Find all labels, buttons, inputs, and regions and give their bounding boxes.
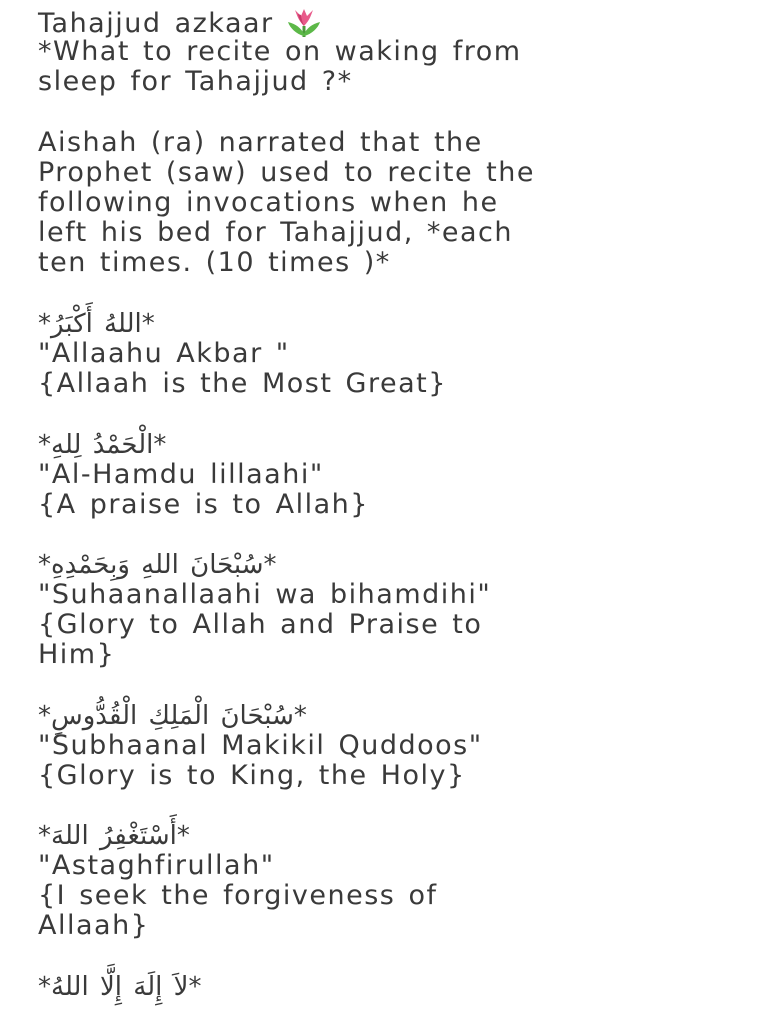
- intro-line-4: left his bed for Tahajjud, *each: [38, 217, 514, 248]
- dhikr-1-meaning: {Allaah is the Most Great}: [38, 368, 447, 399]
- dhikr-5-meaning-line-2: Allaah}: [38, 910, 150, 941]
- intro-line-2: Prophet (saw) used to recite the: [38, 157, 535, 188]
- dhikr-2-transliteration: "Al-Hamdu lillaahi": [38, 459, 324, 490]
- dhikr-3-transliteration: "Suhaanallaahi wa bihamdihi": [38, 579, 492, 610]
- dhikr-3-meaning-line-2: Him}: [38, 639, 116, 670]
- intro-line-5: ten times. (10 times )*: [38, 247, 391, 278]
- dhikr-2-arabic: *الْحَمْدُ لِلهِ*: [38, 430, 167, 460]
- dhikr-3-meaning-line-1: {Glory to Allah and Praise to: [38, 609, 483, 640]
- dhikr-5-transliteration: "Astaghfirullah": [38, 850, 275, 881]
- dhikr-4-arabic: *سُبْحَانَ الْمَلِكِ الْقُدُّوسِ*: [38, 701, 307, 731]
- dhikr-4-meaning: {Glory is to King, the Holy}: [38, 760, 466, 791]
- question-line-1: *What to recite on waking from: [38, 36, 522, 67]
- intro-line-1: Aishah (ra) narrated that the: [38, 127, 483, 158]
- intro-line-3: following invocations when he: [38, 187, 499, 218]
- dhikr-2-meaning: {A praise is to Allah}: [38, 489, 369, 520]
- question-line-2: sleep for Tahajjud ?*: [38, 66, 353, 97]
- dhikr-6-arabic: *لاَ إِلَهَ إِلَّا اللهُ*: [38, 972, 202, 1002]
- dhikr-5-meaning-line-1: {I seek the forgiveness of: [38, 880, 438, 911]
- dhikr-3-arabic: *سُبْحَانَ اللهِ وَبِحَمْدِهِ*: [38, 550, 277, 580]
- dhikr-4-transliteration: "Subhaanal Makikil Quddoos": [38, 730, 483, 761]
- document-title-text: Tahajjud azkaar: [38, 8, 274, 39]
- dhikr-5-arabic: *أَسْتَغْفِرُ اللهَ*: [38, 821, 190, 851]
- dhikr-1-transliteration: "Allaahu Akbar ": [38, 338, 290, 369]
- dhikr-1-arabic: *اللهُ أَكْبَرُ*: [38, 309, 155, 339]
